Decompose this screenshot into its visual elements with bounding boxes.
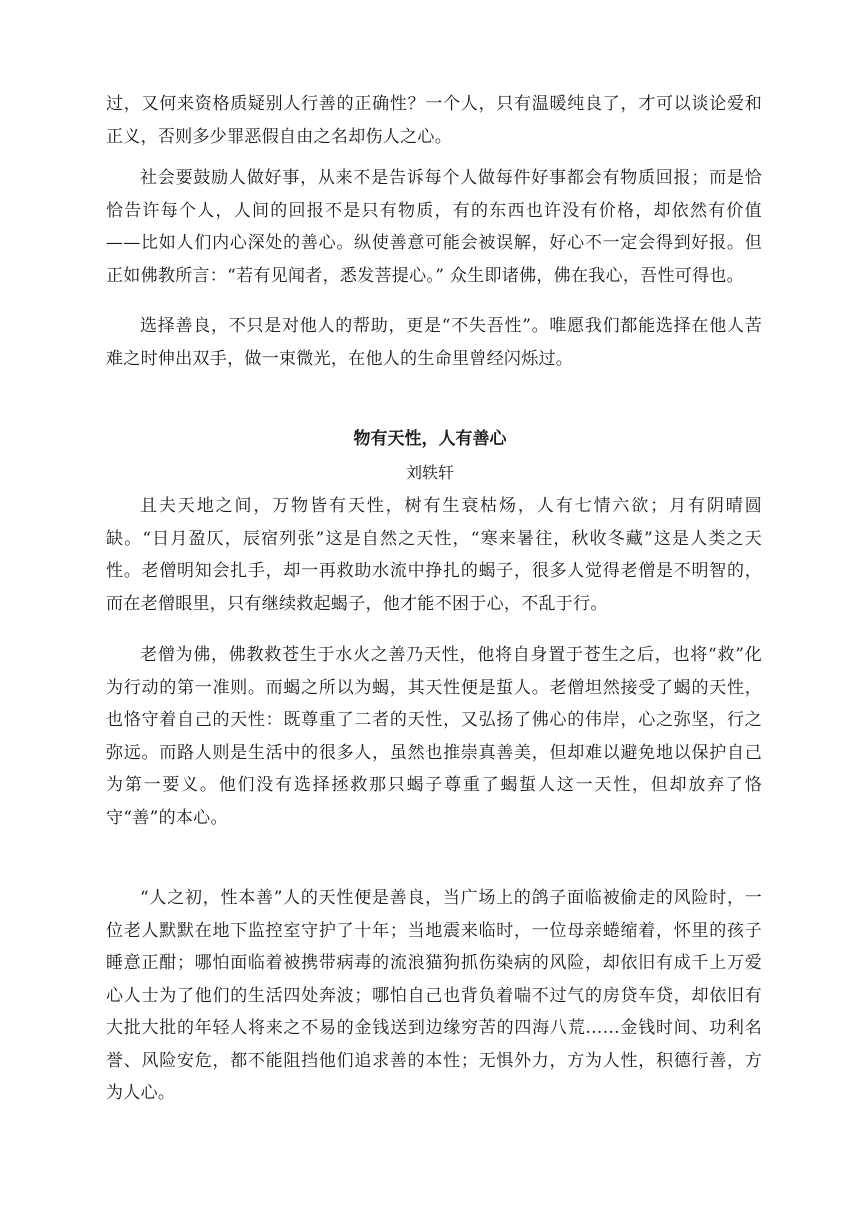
article1-paragraph-3: 选择善良，不只是对他人的帮助，更是“不失吾性”。唯愿我们都能选择在他人苦难之时伸出双手，做一束微光，在他人的生命里曾经闪烁过。 [106, 316, 762, 369]
article1-paragraph-2: 社会要鼓励人做好事，从来不是告诉每个人做每件好事都会有物质回报；而是恰恰告许每个人，人间的回报不是只有物质，有的东西也许没有价格，却依然有价值——比如人们内心深处的善心。纵使善意可能会被误解，好心不一定会得到好报。但正如佛教所言：“若有见闻者，悉发菩提心。” 众生即诸佛，佛在我心，吾性可得也。 [106, 168, 762, 286]
article1-paragraph-1: 过，又何来资格质疑别人行善的正确性？一个人，只有温暖纯良了，才可以谈论爱和正义，否则多少罪恶假自由之名却伤人之心。 [106, 94, 762, 147]
article2-paragraph-2: 老僧为佛，佛教救苍生于水火之善乃天性，他将自身置于苍生之后，也将“救”化为行动的第一准则。而蝎之所以为蝎，其天性便是蜇人。老僧坦然接受了蝎的天性，也恪守着自己的天性：既尊重了二者的天性，又弘扬了佛心的伟岸，心之弥坚，行之弥远。而路人则是生活中的很多人，虽然也推崇真善美，但却难以避免地以保护自己为第一要义。他们没有选择拯救那只蝎子尊重了蝎蜇人这一天性，但却放弃了恪守“善”的本心。 [106, 645, 762, 828]
article2-paragraph-1: 且夫天地之间，万物皆有天性，树有生衰枯炀，人有七情六欲；月有阴晴圆缺。“日月盈仄，辰宿列张”这是自然之天性，“寒来暑往，秋收冬藏”这是人类之天性。老僧明知会扎手，却一再救助水流中挣扎的蝎子，很多人觉得老僧是不明智的，而在老僧眼里，只有继续救起蝎子，他才能不困于心，不乱于行。 [106, 496, 762, 614]
article2-paragraph-3: “人之初，性本善”人的天性便是善良，当广场上的鸽子面临被偷走的风险时，一位老人默默在地下监控室守护了十年；当地震来临时，一位母亲蜷缩着，怀里的孩子睡意正酣；哪怕面临着被携带病毒的流浪猫狗抓伤染病的风险，却依旧有成千上万爱心人士为了他们的生活四处奔波；哪怕自己也背负着喘不过气的房贷车贷，却依旧有大批大批的年轻人将来之不易的金钱送到边缘穷苦的四海八荒……金钱时间、功利名誉、风险安危，都不能阻挡他们追求善的本性；无惧外力，方为人性，积德行善，方为人心。 [106, 888, 762, 1103]
article-title: 物有天性，人有善心 [353, 429, 507, 449]
article-author: 刘轶轩 [405, 463, 454, 482]
